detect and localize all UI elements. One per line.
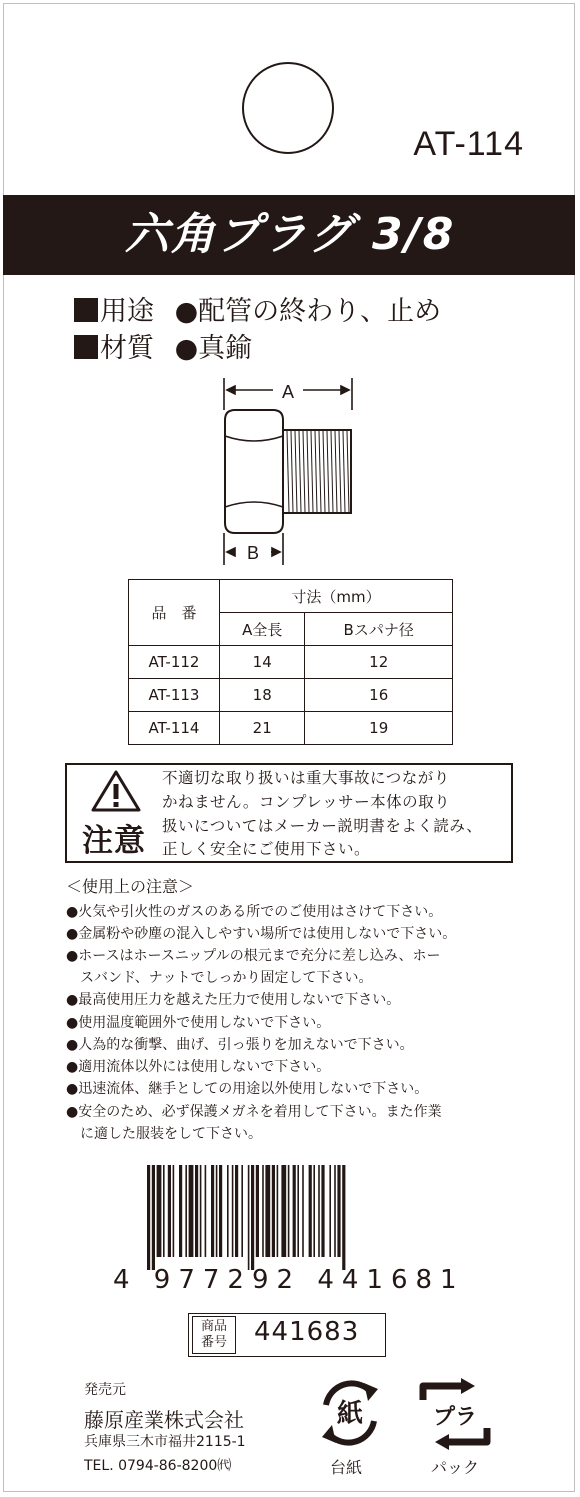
model-number: AT-114 — [413, 125, 524, 163]
caution-item: ●迅速流体、継手としての用途以外使用しないで下さい。 — [66, 1081, 429, 1097]
spec-material-value: 真鍮 — [198, 333, 253, 364]
product-title: 六角プラグ 3/8 — [124, 209, 456, 260]
caution-item: ●安全のため、必ず保護メガネを着用して下さい。また作業 — [66, 1104, 442, 1120]
dim-b-arrow-left — [227, 548, 235, 556]
barcode-icon — [147, 1165, 435, 1270]
seller-name: 藤原産業株式会社 — [84, 1408, 244, 1432]
caution-item: ●ホースはホースニップルの根元まで充分に差し込み、ホー — [66, 948, 441, 964]
spec-usage — [74, 295, 441, 329]
caution-item: ●使用温度範囲外で使用しないで下さい。 — [66, 1015, 331, 1031]
seller-tel: TEL. 0794-86-8200㈹ — [84, 1458, 232, 1474]
square-bullet-icon — [74, 335, 98, 359]
paper-recycle-icon — [312, 1377, 388, 1449]
spec-usage-value: 配管の終わり、止め — [198, 296, 442, 327]
product-code-label-line: 番号 — [200, 1335, 227, 1350]
header-b: Bスパナ径 — [305, 613, 453, 646]
seller-address: 兵庫県三木市福井2115-1 — [84, 1434, 246, 1450]
hex-head — [225, 410, 283, 533]
header-dims: 寸法（mm） — [220, 580, 453, 613]
dim-a-label: A — [281, 382, 295, 402]
caution-item: スバンド、ナットでしっかり固定して下さい。 — [66, 970, 373, 986]
paper-recycle-label: 台紙 — [330, 1458, 363, 1477]
table-row — [129, 646, 453, 679]
hex-edge-top — [225, 436, 283, 441]
warning-word: 注意 — [82, 823, 146, 859]
part-cell: AT-114 — [129, 712, 220, 745]
a-cell: 21 — [220, 712, 305, 745]
plastic-recycle-glyph: プラ — [432, 1405, 478, 1430]
seller-label: 発売元 — [84, 1382, 126, 1398]
caution-item: ●最高使用圧力を越えた圧力で使用しないで下さい。 — [66, 992, 401, 1008]
warning-triangle-icon — [90, 769, 142, 813]
plastic-recycle-label: パック — [431, 1458, 480, 1477]
round-bullet-icon: ● — [174, 296, 199, 327]
part-cell: AT-112 — [129, 646, 220, 679]
b-cell: 12 — [305, 646, 453, 679]
caution-item: ●火気や引火性のガスのある所でのご使用はさけて下さい。 — [66, 904, 443, 920]
dim-a-arrow-left — [227, 386, 235, 394]
hex-plug-diagram — [205, 370, 375, 570]
hang-hole — [242, 62, 334, 154]
caution-item: ●適用流体以外には使用しないで下さい。 — [66, 1059, 331, 1075]
dim-b-arrow-right — [272, 548, 280, 556]
dim-b-label: B — [246, 543, 260, 563]
round-bullet-icon: ● — [174, 333, 199, 364]
product-code-label-line: 商品 — [200, 1319, 227, 1334]
caution-item: に適した服装をして下さい。 — [66, 1126, 262, 1142]
paper-recycle-glyph: 紙 — [336, 1399, 364, 1429]
spec-material-label: 材質 — [100, 333, 154, 364]
header-part: 品 番 — [129, 580, 220, 646]
warning-line: かねません。コンプレッサー本体の取り — [162, 793, 451, 811]
header-a: A全長 — [220, 613, 305, 646]
spec-usage-label: 用途 — [100, 296, 154, 327]
spec-material — [74, 332, 252, 366]
caution-item: ●金属粉や砂塵の混入しやすい場所では使用しないで下さい。 — [66, 926, 457, 942]
table-row — [129, 679, 453, 712]
warning-line: 正しく安全にご使用下さい。 — [162, 840, 371, 858]
product-code-label — [192, 1316, 236, 1354]
warning-line: 不適切な取り扱いは重大事故につながり — [162, 769, 450, 787]
table-row — [129, 712, 453, 745]
a-cell: 18 — [220, 679, 305, 712]
product-code-value: 441683 — [254, 1317, 360, 1347]
caution-item: ●人為的な衝撃、曲げ、引っ張りを加えないで下さい。 — [66, 1037, 414, 1053]
a-cell: 14 — [220, 646, 305, 679]
barcode-number: 4 977292 441681 — [113, 1265, 465, 1295]
cautions-title: ＜使用上の注意＞ — [66, 877, 195, 896]
part-cell: AT-113 — [129, 679, 220, 712]
hex-edge-bottom — [225, 502, 283, 507]
square-bullet-icon — [74, 298, 98, 322]
thread-lines — [287, 431, 349, 512]
warning-line: 扱いについてはメーカー説明書をよく読み、 — [162, 817, 483, 835]
b-cell: 19 — [305, 712, 453, 745]
b-cell: 16 — [305, 679, 453, 712]
dimension-table — [128, 579, 453, 745]
dim-a-arrow-right — [341, 386, 349, 394]
plastic-recycle-icon — [415, 1378, 495, 1450]
